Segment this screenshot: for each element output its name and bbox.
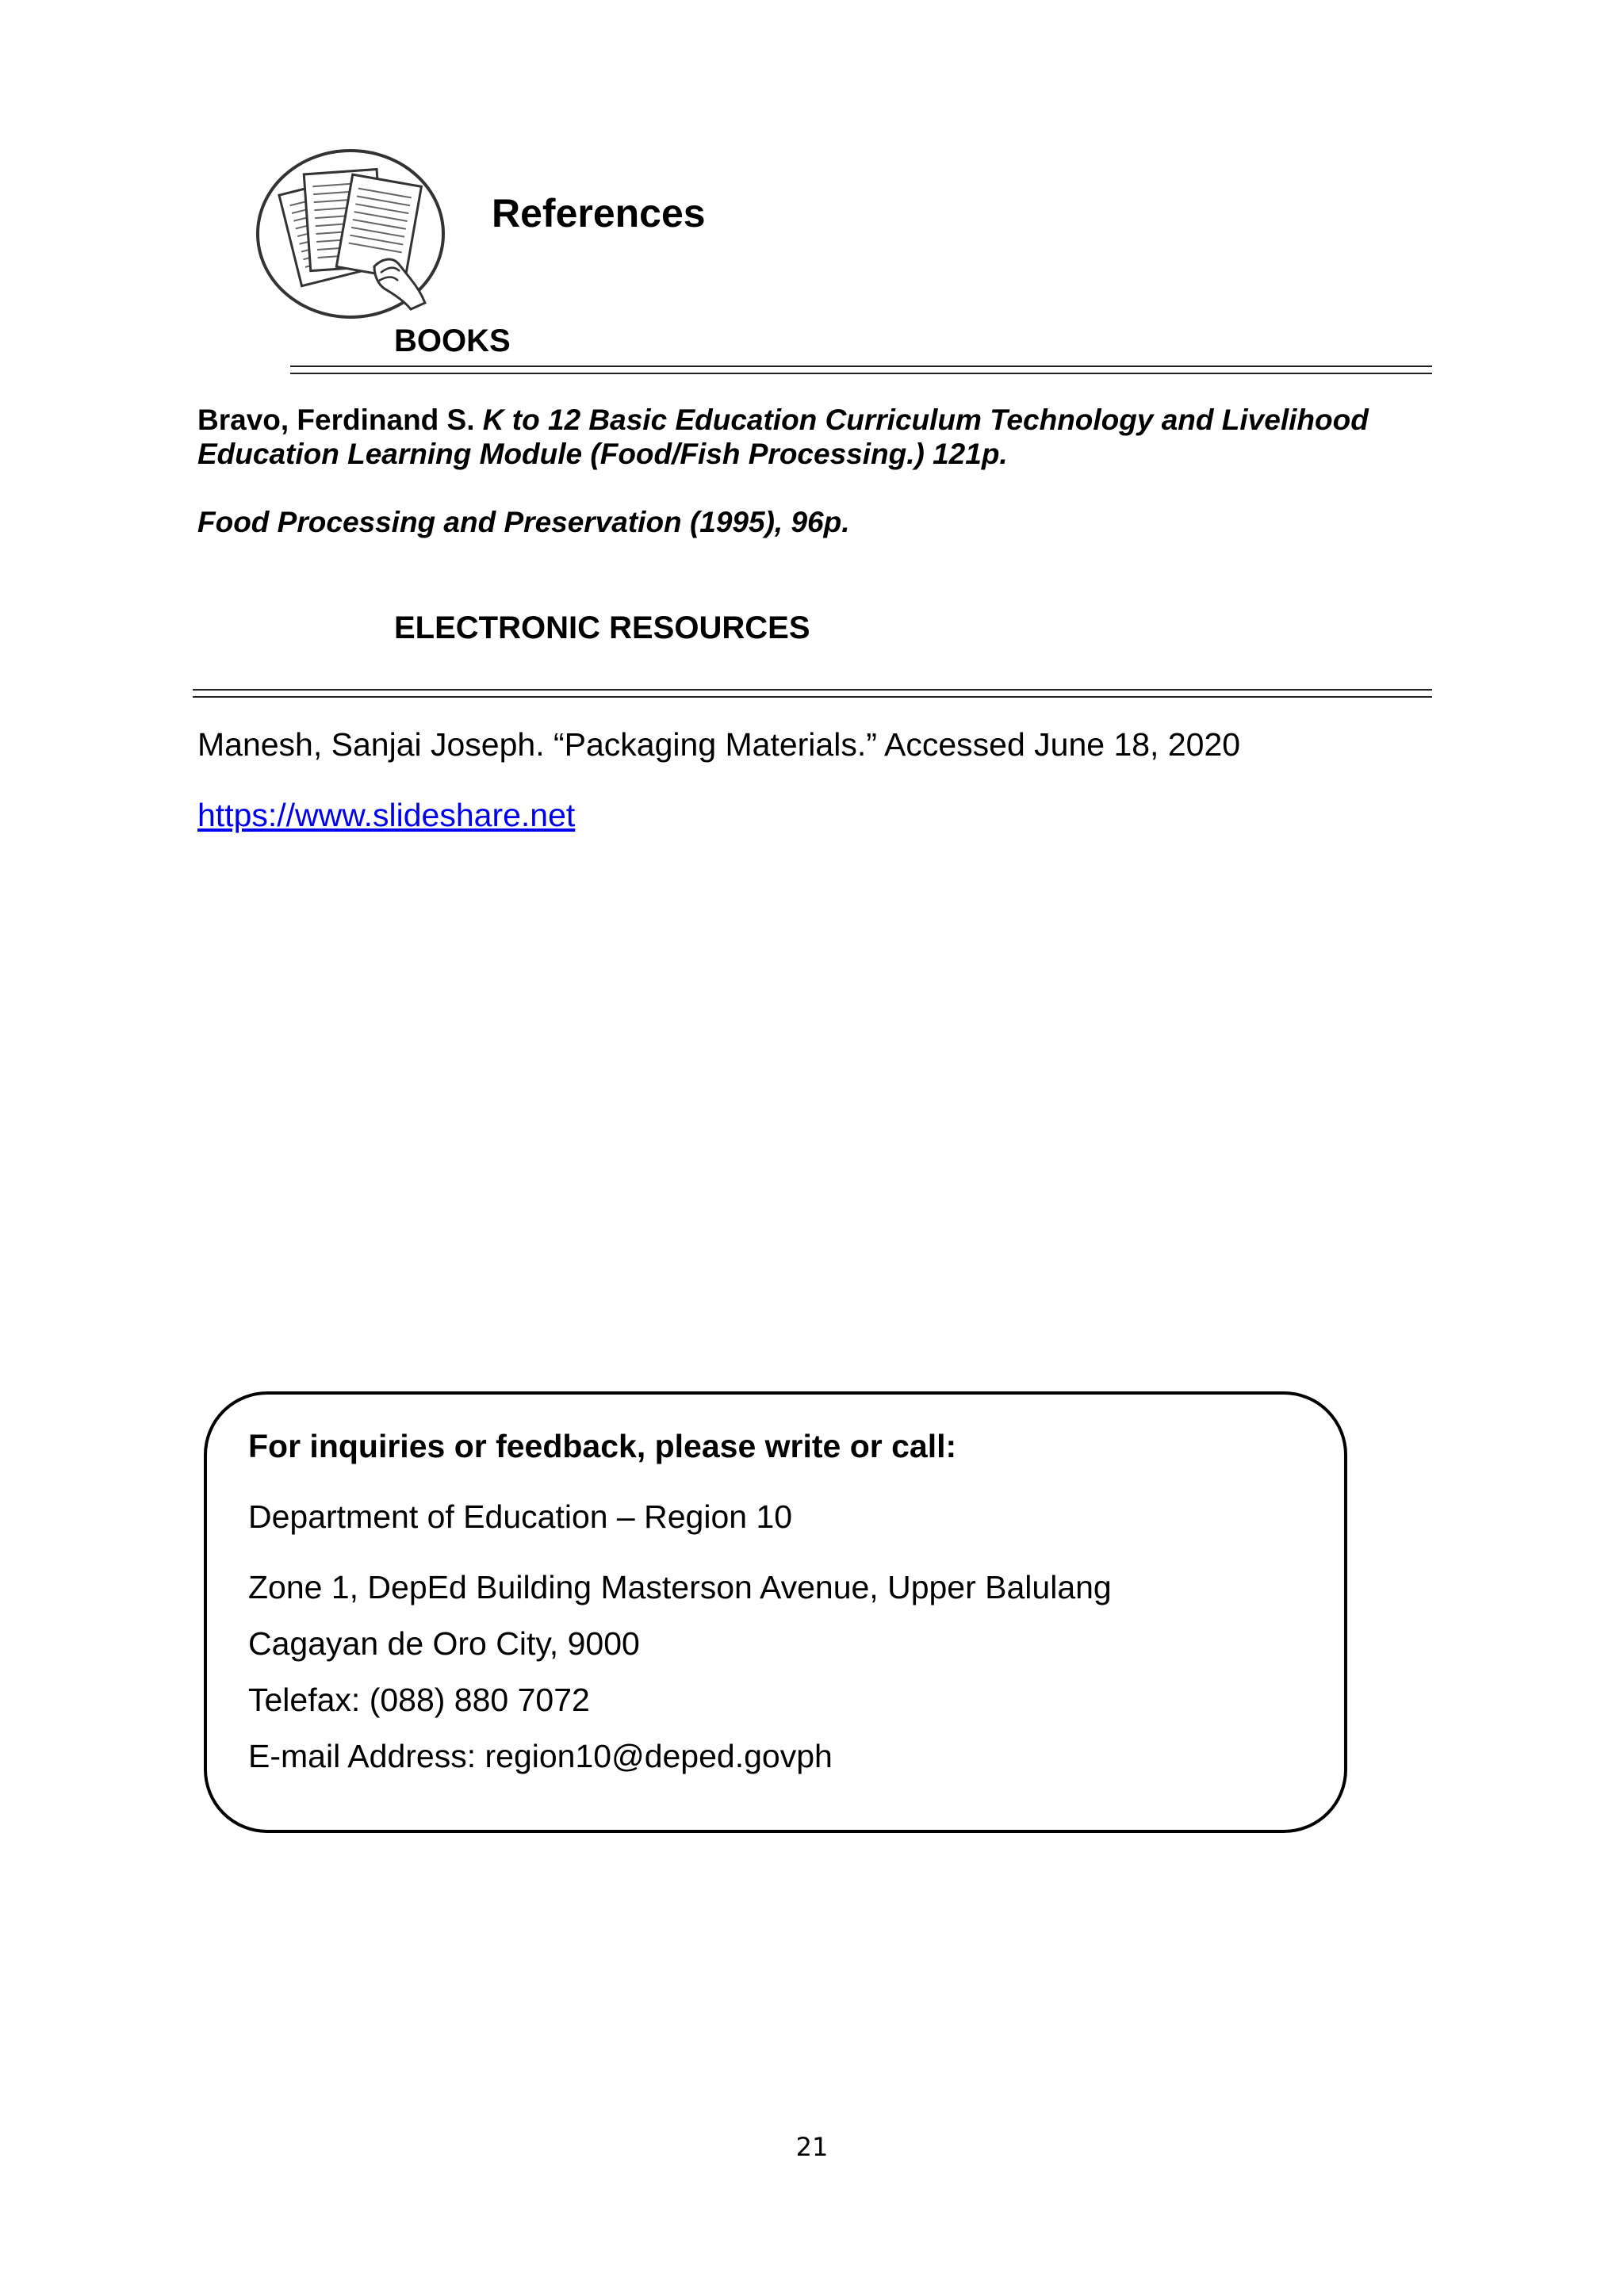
section-divider <box>290 365 1432 374</box>
reference-author: Bravo, Ferdinand S. <box>197 404 475 436</box>
documents-in-hand-icon <box>255 147 446 320</box>
inquiry-line: E-mail Address: region10@deped.govph <box>248 1738 833 1774</box>
section-heading-electronic-resources: ELECTRONIC RESOURCES <box>394 610 810 645</box>
reference-entry: Food Processing and Preservation (1995), 96p. <box>197 506 850 538</box>
inquiry-line: Cagayan de Oro City, 9000 <box>248 1625 640 1662</box>
section-divider <box>193 689 1432 698</box>
reference-title: K to 12 Basic Education Curriculum Technology and Livelihood Education Learning Module (Food/Fish Processing.) 121p. <box>197 404 1369 470</box>
reference-entry <box>197 403 1434 471</box>
inquiry-heading: For inquiries or feedback, please write or call: <box>248 1428 957 1464</box>
inquiry-line: Zone 1, DepEd Building Masterson Avenue, Upper Balulang <box>248 1569 1112 1605</box>
reference-entry: Manesh, Sanjai Joseph. “Packaging Materials.” Accessed June 18, 2020 <box>197 726 1241 763</box>
inquiry-line: Department of Education – Region 10 <box>248 1498 793 1535</box>
page-title: References <box>492 191 706 235</box>
reference-link[interactable]: https://www.slideshare.net <box>197 797 576 833</box>
inquiry-line: Telefax: (088) 880 7072 <box>248 1682 590 1718</box>
section-heading-books: BOOKS <box>394 323 511 358</box>
page-number: 21 <box>795 2132 829 2162</box>
